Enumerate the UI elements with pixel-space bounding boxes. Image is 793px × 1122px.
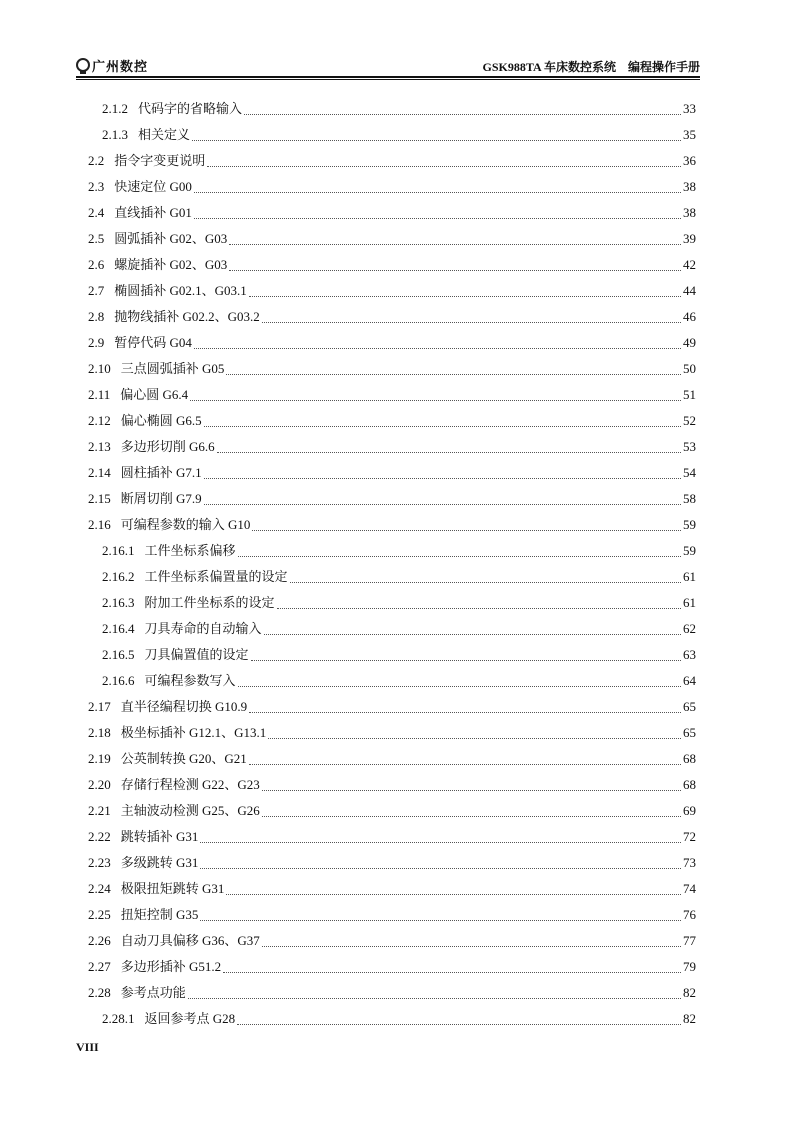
header-rule [76, 76, 700, 78]
toc-leader-dots [226, 893, 681, 895]
toc-entry[interactable] [88, 616, 696, 642]
toc-entry-title: 可编程参数写入 [144, 673, 236, 688]
toc-entry[interactable] [88, 564, 696, 590]
toc-entry[interactable] [88, 460, 696, 486]
toc-entry-title: 直线插补 G01 [114, 205, 192, 220]
toc-entry-number: 2.16 [88, 517, 111, 532]
toc-entry-page: 65 [683, 725, 696, 740]
toc-entry-number: 2.9 [88, 335, 105, 350]
toc-leader-dots [192, 139, 681, 141]
toc-entry-title: 偏心圆 G6.4 [120, 387, 189, 402]
toc-entry-number: 2.28.1 [102, 1011, 135, 1026]
toc-entry-page: 49 [683, 335, 696, 350]
toc-entry-page: 61 [683, 595, 696, 610]
toc-entry-page: 72 [683, 829, 696, 844]
toc-entry-number: 2.20 [88, 777, 111, 792]
toc-entry[interactable] [88, 148, 696, 174]
toc-leader-dots [249, 711, 681, 713]
toc-entry[interactable] [88, 434, 696, 460]
logo-text: 广州数控 [92, 59, 149, 75]
toc-entry-number: 2.4 [88, 205, 105, 220]
toc-leader-dots [217, 451, 681, 453]
page-header [76, 52, 700, 78]
toc-entry-page: 38 [683, 179, 696, 194]
toc-entry-title: 偏心椭圆 G6.5 [120, 413, 202, 428]
toc-entry-page: 44 [683, 283, 696, 298]
toc-entry-title: 指令字变更说明 [114, 153, 206, 168]
toc-leader-dots [262, 321, 681, 323]
toc-entry-page: 77 [683, 933, 696, 948]
toc-entry-page: 53 [683, 439, 696, 454]
toc-leader-dots [204, 425, 681, 427]
toc-entry-number: 2.14 [88, 465, 111, 480]
toc-entry-number: 2.24 [88, 881, 111, 896]
toc-leader-dots [200, 919, 681, 921]
toc-leader-dots [262, 789, 681, 791]
toc-leader-dots [264, 633, 681, 635]
toc-entry-page: 39 [683, 231, 696, 246]
toc-entry[interactable] [88, 278, 696, 304]
toc-entry-number: 2.6 [88, 257, 105, 272]
toc-entry-number: 2.1.2 [102, 101, 128, 116]
toc-entry[interactable] [88, 304, 696, 330]
toc-entry-title: 刀具偏置值的设定 [144, 647, 249, 662]
toc-entry[interactable] [88, 746, 696, 772]
toc-entry-page: 58 [683, 491, 696, 506]
toc-entry[interactable] [88, 512, 696, 538]
toc-entry-title: 工件坐标系偏移 [144, 543, 236, 558]
toc-entry-title: 相关定义 [138, 127, 191, 142]
toc-entry-number: 2.16.1 [102, 543, 135, 558]
toc-entry-page: 73 [683, 855, 696, 870]
toc-entry-page: 38 [683, 205, 696, 220]
toc-entry-page: 62 [683, 621, 696, 636]
toc-entry-title: 多边形插补 G51.2 [120, 959, 222, 974]
toc-entry[interactable] [88, 642, 696, 668]
toc-entry-page: 69 [683, 803, 696, 818]
toc-entry-page: 61 [683, 569, 696, 584]
toc-leader-dots [200, 841, 681, 843]
toc-entry-page: 50 [683, 361, 696, 376]
toc-entry[interactable] [88, 590, 696, 616]
toc-entry-title: 极坐标插补 G12.1、G13.1 [120, 725, 267, 740]
toc-leader-dots [204, 503, 681, 505]
toc-entry-title: 圆弧插补 G02、G03 [114, 231, 228, 246]
toc-entry[interactable] [88, 954, 696, 980]
toc-entry[interactable] [88, 330, 696, 356]
toc-entry-title: 可编程参数的输入 G10 [120, 517, 251, 532]
toc-entry-title: 圆柱插补 G7.1 [120, 465, 202, 480]
toc-entry-number: 2.11 [88, 387, 111, 402]
toc-entry[interactable] [88, 668, 696, 694]
toc-entry-title: 工件坐标系偏置量的设定 [144, 569, 288, 584]
toc-leader-dots [252, 529, 681, 531]
toc-entry-title: 代码字的省略输入 [138, 101, 243, 116]
toc-entry-page: 82 [683, 1011, 696, 1026]
toc-leader-dots [268, 737, 681, 739]
toc-entry-title: 断屑切削 G7.9 [120, 491, 202, 506]
toc-entry-number: 2.5 [88, 231, 105, 246]
toc-entry[interactable] [88, 850, 696, 876]
toc-leader-dots [290, 581, 681, 583]
toc-leader-dots [238, 685, 681, 687]
toc-leader-dots [277, 607, 681, 609]
toc-entry[interactable] [88, 408, 696, 434]
toc-entry[interactable] [88, 122, 696, 148]
toc-entry-number: 2.22 [88, 829, 111, 844]
toc-entry-page: 74 [683, 881, 696, 896]
toc-entry-title: 多级跳转 G31 [120, 855, 199, 870]
page-number: VIII [76, 1040, 99, 1054]
toc-entry-page: 76 [683, 907, 696, 922]
toc-entry[interactable] [88, 694, 696, 720]
toc-entry-title: 抛物线插补 G02.2、G03.2 [114, 309, 260, 324]
toc-entry-number: 2.8 [88, 309, 105, 324]
toc-entry-number: 2.28 [88, 985, 111, 1000]
toc-entry[interactable] [88, 798, 696, 824]
toc-entry-page: 68 [683, 777, 696, 792]
toc-entry-number: 2.25 [88, 907, 111, 922]
toc-entry-number: 2.23 [88, 855, 111, 870]
toc-entry[interactable] [88, 252, 696, 278]
toc-leader-dots [229, 269, 681, 271]
toc-entry-number: 2.21 [88, 803, 111, 818]
logo-icon [76, 58, 90, 72]
toc-leader-dots [251, 659, 681, 661]
toc-entry-title: 主轴波动检测 G25、G26 [120, 803, 260, 818]
toc-entry[interactable] [88, 486, 696, 512]
toc-entry-number: 2.16.6 [102, 673, 135, 688]
toc-entry[interactable] [88, 928, 696, 954]
toc-entry-number: 2.26 [88, 933, 111, 948]
toc-entry[interactable] [88, 772, 696, 798]
toc-entry-title: 快速定位 G00 [114, 179, 192, 194]
header-rule-thin [76, 79, 700, 80]
toc-entry[interactable] [88, 538, 696, 564]
toc-entry[interactable] [88, 876, 696, 902]
toc-entry-title: 多边形切削 G6.6 [120, 439, 215, 454]
company-logo [76, 56, 148, 74]
toc-entry-number: 2.2 [88, 153, 105, 168]
toc-entry-title: 附加工件坐标系的设定 [144, 595, 275, 610]
toc-entry[interactable] [88, 382, 696, 408]
toc-entry-number: 2.7 [88, 283, 105, 298]
toc-entry[interactable] [88, 226, 696, 252]
toc-entry-page: 42 [683, 257, 696, 272]
toc-entry-title: 极限扭矩跳转 G31 [120, 881, 225, 896]
toc-entry-number: 2.16.4 [102, 621, 135, 636]
toc-entry-page: 68 [683, 751, 696, 766]
toc-entry-title: 暂停代码 G04 [114, 335, 192, 350]
toc-entry-number: 2.27 [88, 959, 111, 974]
toc-entry-number: 2.16.2 [102, 569, 135, 584]
toc-leader-dots [249, 763, 681, 765]
toc-leader-dots [207, 165, 681, 167]
toc-leader-dots [223, 971, 681, 973]
toc-entry-title: 刀具寿命的自动输入 [144, 621, 262, 636]
toc-entry-title: 直半径编程切换 G10.9 [120, 699, 248, 714]
toc-entry-page: 63 [683, 647, 696, 662]
toc-entry-page: 59 [683, 517, 696, 532]
toc-leader-dots [238, 555, 681, 557]
toc-entry-page: 79 [683, 959, 696, 974]
toc-entry-page: 59 [683, 543, 696, 558]
toc-entry-number: 2.13 [88, 439, 111, 454]
toc-entry-title: 存储行程检测 G22、G23 [120, 777, 260, 792]
toc-leader-dots [194, 191, 681, 193]
toc-leader-dots [262, 945, 681, 947]
toc-entry[interactable] [88, 1006, 696, 1032]
toc-leader-dots [229, 243, 681, 245]
toc-entry[interactable] [88, 96, 696, 122]
toc-leader-dots [237, 1023, 681, 1025]
toc-entry-title: 返回参考点 G28 [144, 1011, 236, 1026]
toc-entry-number: 2.15 [88, 491, 111, 506]
toc-entry-title: 参考点功能 [120, 985, 186, 1000]
toc-leader-dots [194, 217, 681, 219]
toc-entry[interactable] [88, 356, 696, 382]
toc-entry-title: 椭圆插补 G02.1、G03.1 [114, 283, 247, 298]
toc-entry-title: 自动刀具偏移 G36、G37 [120, 933, 260, 948]
toc-entry-page: 33 [683, 101, 696, 116]
toc-leader-dots [204, 477, 681, 479]
toc-entry[interactable] [88, 824, 696, 850]
toc-leader-dots [188, 997, 681, 999]
toc-leader-dots [249, 295, 681, 297]
toc-entry-page: 54 [683, 465, 696, 480]
toc-entry-page: 51 [683, 387, 696, 402]
toc-entry-page: 65 [683, 699, 696, 714]
toc-entry-page: 35 [683, 127, 696, 142]
toc-entry-title: 公英制转换 G20、G21 [120, 751, 247, 766]
toc-entry[interactable] [88, 902, 696, 928]
toc-entry-number: 2.1.3 [102, 127, 128, 142]
toc-entry-number: 2.17 [88, 699, 111, 714]
toc-entry-number: 2.18 [88, 725, 111, 740]
toc-entry-page: 52 [683, 413, 696, 428]
table-of-contents [88, 96, 696, 1032]
toc-leader-dots [190, 399, 681, 401]
header-title: GSK988TA 车床数控系统 编程操作手册 [482, 60, 700, 74]
toc-entry-number: 2.19 [88, 751, 111, 766]
toc-entry-page: 64 [683, 673, 696, 688]
toc-leader-dots [262, 815, 681, 817]
toc-leader-dots [244, 113, 681, 115]
toc-entry-title: 扭矩控制 G35 [120, 907, 199, 922]
toc-entry-number: 2.16.5 [102, 647, 135, 662]
toc-entry-page: 82 [683, 985, 696, 1000]
toc-entry-number: 2.12 [88, 413, 111, 428]
toc-entry-page: 46 [683, 309, 696, 324]
toc-leader-dots [194, 347, 681, 349]
toc-entry[interactable] [88, 720, 696, 746]
toc-entry-number: 2.10 [88, 361, 111, 376]
toc-entry[interactable] [88, 200, 696, 226]
toc-entry-title: 跳转插补 G31 [120, 829, 199, 844]
toc-entry-number: 2.3 [88, 179, 105, 194]
toc-entry-number: 2.16.3 [102, 595, 135, 610]
toc-entry-title: 螺旋插补 G02、G03 [114, 257, 228, 272]
toc-leader-dots [200, 867, 681, 869]
toc-leader-dots [226, 373, 681, 375]
toc-entry-page: 36 [683, 153, 696, 168]
toc-entry[interactable] [88, 980, 696, 1006]
toc-entry-title: 三点圆弧插补 G05 [120, 361, 225, 376]
toc-entry[interactable] [88, 174, 696, 200]
